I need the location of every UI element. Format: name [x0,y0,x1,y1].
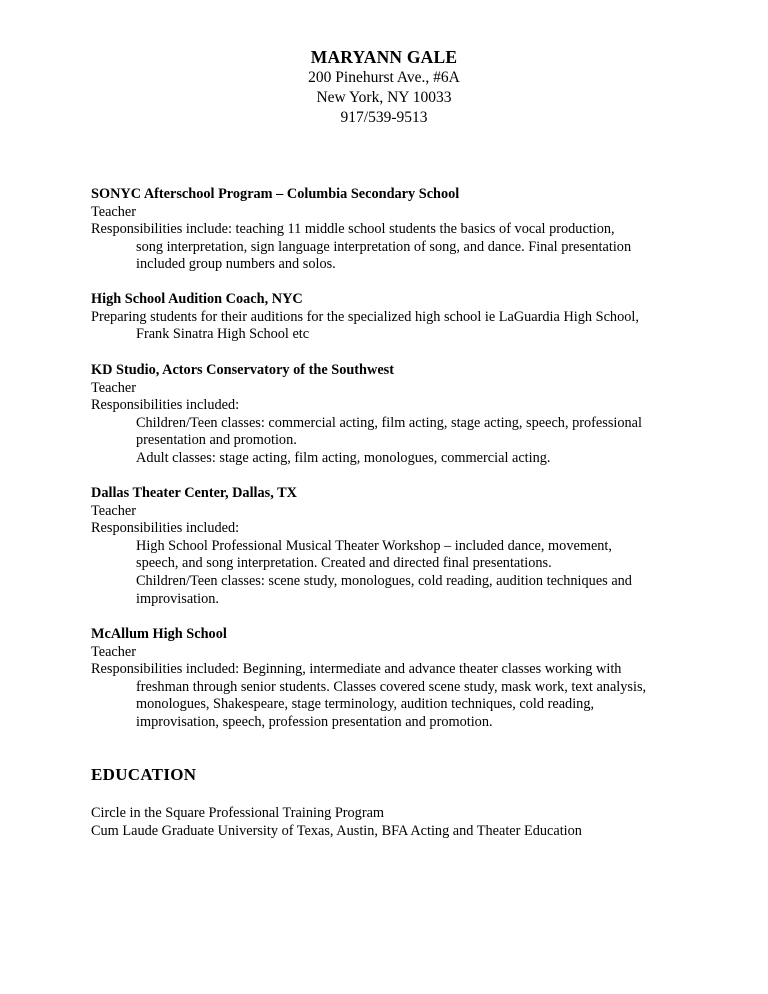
job-responsibilities: Preparing students for their auditions for the specialized high school ie LaGuardia High School, [91,308,639,325]
education-list [91,804,711,840]
job-responsibilities: Responsibilities included: [91,397,240,414]
job-role: Teacher [91,643,137,660]
job-detail: song interpretation, sign language interpretation of song, and dance. Final presentation [136,238,632,255]
job-detail: Children/Teen classes: commercial acting, film acting, stage acting, speech, professional [136,414,642,431]
job-detail: High School Professional Musical Theater Workshop – included dance, movement, [136,537,612,554]
job-title: Dallas Theater Center, Dallas, TX [91,485,297,501]
job-detail: speech, and song interpretation. Created and directed final presentations. [136,555,552,572]
job-detail: Frank Sinatra High School etc [136,326,310,343]
job-detail: freshman through senior students. Classes covered scene study, mask work, text analysis, [136,678,647,695]
job-responsibilities: Responsibilities include: teaching 11 middle school students the basics of vocal production, [91,221,615,238]
job-entry [91,362,691,468]
job-title: SONYC Afterschool Program – Columbia Secondary School [91,186,460,202]
job-detail: monologues, Shakespeare, stage terminology, audition techniques, cold reading, [136,696,595,713]
job-detail: Children/Teen classes: scene study, monologues, cold reading, audition techniques and [136,572,632,589]
job-entry [91,291,691,344]
job-role: Teacher [91,502,137,519]
education-item: Circle in the Square Professional Training Program [91,805,385,821]
city-line: New York, NY 10033 [316,89,452,106]
job-title: McAllum High School [91,626,227,642]
applicant-name: MARYANN GALE [310,47,458,67]
education-heading: EDUCATION [91,765,197,784]
address-line: 200 Pinehurst Ave., #6A [308,69,460,86]
job-detail: included group numbers and solos. [136,256,336,273]
job-detail: Adult classes: stage acting, film acting, monologues, commercial acting. [136,449,551,466]
phone-line: 917/539-9513 [340,109,428,126]
job-responsibilities: Responsibilities included: [91,520,240,537]
job-detail: improvisation, speech, profession presentation and promotion. [136,713,493,730]
job-responsibilities: Responsibilities included: Beginning, intermediate and advance theater classes working with [91,661,622,678]
job-title: KD Studio, Actors Conservatory of the Southwest [91,362,395,378]
job-detail: presentation and promotion. [136,432,297,449]
job-title: High School Audition Coach, NYC [91,291,303,307]
job-entry [91,626,691,732]
job-detail: improvisation. [136,590,219,607]
job-role: Teacher [91,379,137,396]
job-entry [91,485,691,608]
job-entry [91,186,691,274]
resume-header [200,46,568,128]
education-item: Cum Laude Graduate University of Texas, Austin, BFA Acting and Theater Education [91,823,582,839]
job-role: Teacher [91,203,137,220]
